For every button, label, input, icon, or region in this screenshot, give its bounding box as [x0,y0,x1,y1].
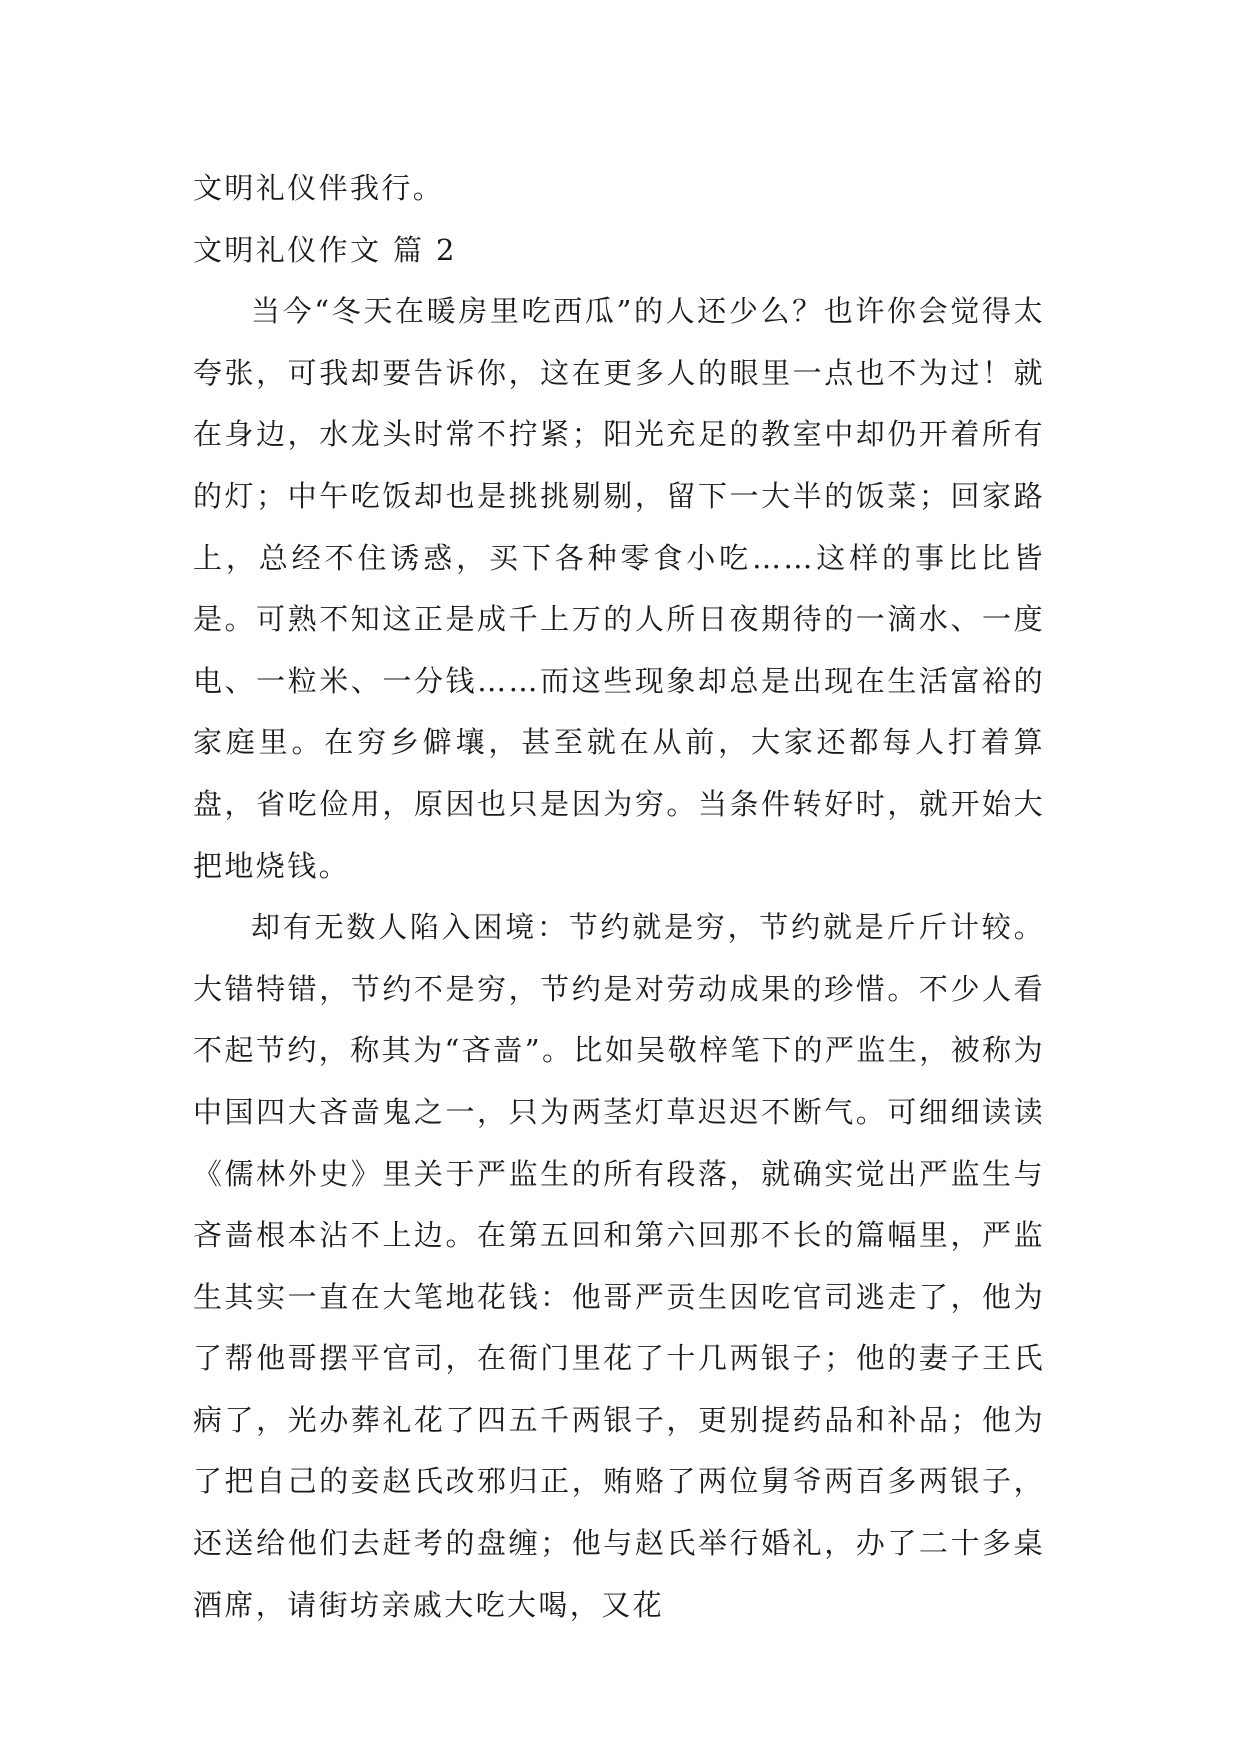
paragraph-2: 却有无数人陷入困境：节约就是穷，节约就是斤斤计较。大错特错，节约不是穷，节约是对劳动成果的珍惜。不少人看不起节约，称其为“吝啬”。比如吴敬梓笔下的严监生，被称为中国四大吝啬鬼之一，只为两茎灯草迟迟不断气。可细细读读《儒林外史》里关于严监生的所有段落，就确实觉出严监生与吝啬根本沾不上边。在第五回和第六回那不长的篇幅里，严监生其实一直在大笔地花钱：他哥严贡生因吃官司逃走了，他为了帮他哥摆平官司，在衙门里花了十几两银子；他的妻子王氏病了，光办葬礼花了四五千两银子，更别提药品和补品；他为了把自己的妾赵氏改邪归正，贿赂了两位舅爷两百多两银子，还送给他们去赶考的盘缠；他与赵氏举行婚礼，办了二十多桌酒席，请街坊亲戚大吃大喝，又花 [193,910,1045,1622]
closing-line: 文明礼仪伴我行。 [193,171,445,205]
paragraph-1: 当今“冬天在暖房里吃西瓜”的人还少么？也许你会觉得太夸张，可我却要告诉你，这在更多人的眼里一点也不为过！就在身边，水龙头时常不拧紧；阳光充足的教室中却仍开着所有的灯；中午吃饭却也是挑挑剔剔，留下一大半的饭菜；回家路上，总经不住诱惑，买下各种零食小吃……这样的事比比皆是。可熟不知这正是成千上万的人所日夜期待的一滴水、一度电、一粒米、一分钱……而这些现象却总是出现在生活富裕的家庭里。在穷乡僻壤，甚至就在从前，大家还都每人打着算盘，省吃俭用，原因也只是因为穷。当条件转好时，就开始大把地烧钱。 [193,294,1045,883]
section-title: 文明礼仪作文 篇 2 [193,232,457,267]
document-body [193,158,1045,1636]
